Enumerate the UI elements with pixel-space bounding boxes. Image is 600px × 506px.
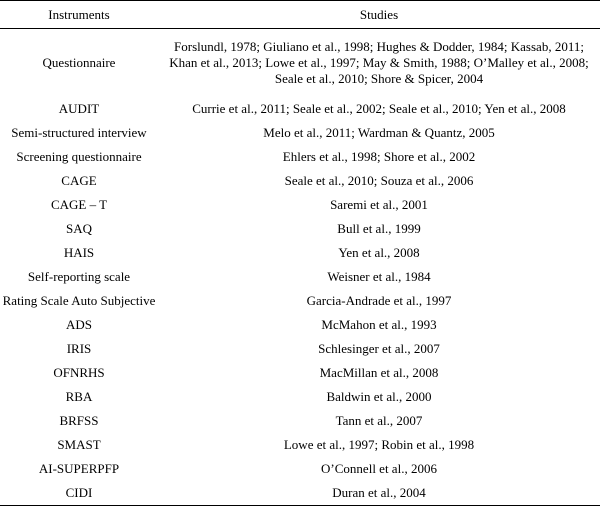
studies-cell: Saremi et al., 2001 — [330, 197, 428, 212]
table-row — [0, 361, 600, 385]
table-row — [0, 265, 600, 289]
studies-cell: Lowe et al., 1997; Robin et al., 1998 — [283, 437, 475, 452]
table-header-row — [0, 1, 600, 29]
header-studies: Studies — [158, 1, 600, 29]
studies-cell: McMahon et al., 1993 — [321, 317, 437, 332]
studies-cell: Garcia-Andrade et al., 1997 — [306, 293, 452, 308]
studies-cell: MacMillan et al., 2008 — [319, 365, 439, 380]
instrument-cell: AUDIT — [58, 101, 100, 116]
studies-cell: Ehlers et al., 1998; Shore et al., 2002 — [282, 149, 476, 164]
instrument-cell: CIDI — [0, 481, 158, 506]
table-row — [0, 313, 600, 337]
instrument-cell: CAGE — [61, 173, 97, 188]
instrument-cell: Self-reporting scale — [27, 269, 131, 284]
studies-line: Khan et al., 2013; Lowe et al., 1997; May & Smith, 1988; O’Malley et al., 2008; — [169, 55, 589, 70]
table-row — [0, 169, 600, 193]
table-row — [0, 433, 600, 457]
studies-cell: Tann et al., 2007 — [335, 413, 423, 428]
studies-cell: Baldwin et al., 2000 — [326, 389, 432, 404]
studies-cell: Currie et al., 2011; Seale et al., 2002; Seale et al., 2010; Yen et al., 2008 — [192, 101, 566, 116]
table-row — [0, 337, 600, 361]
studies-cell: Melo et al., 2011; Wardman & Quantz, 2005 — [263, 125, 495, 140]
table-row — [0, 29, 600, 98]
instrument-cell: Rating Scale Auto Subjective — [2, 293, 156, 308]
instrument-cell: SMAST — [57, 437, 101, 452]
table-row — [0, 481, 600, 506]
studies-cell: Duran et al., 2004 — [158, 481, 600, 506]
table-row — [0, 385, 600, 409]
studies-line: Seale et al., 2010; Shore & Spicer, 2004 — [274, 71, 484, 86]
table-row — [0, 241, 600, 265]
studies-cell: Schlesinger et al., 2007 — [318, 341, 440, 356]
table-row — [0, 409, 600, 433]
instrument-cell: ADS — [65, 317, 92, 332]
instrument-cell: HAIS — [63, 245, 95, 260]
table-row — [0, 457, 600, 481]
instrument-cell: AI-SUPERPFP — [38, 461, 120, 476]
instrument-cell: OFNRHS — [53, 365, 105, 380]
studies-cell: Bull et al., 1999 — [337, 221, 421, 236]
table-row — [0, 97, 600, 121]
instrument-cell: Screening questionnaire — [16, 149, 142, 164]
header-instruments: Instruments — [0, 1, 158, 29]
table-row — [0, 289, 600, 313]
instrument-cell: CAGE – T — [50, 197, 108, 212]
studies-cell — [158, 29, 600, 98]
studies-cell: Yen et al., 2008 — [338, 245, 420, 260]
table-row — [0, 193, 600, 217]
studies-cell: Seale et al., 2010; Souza et al., 2006 — [284, 173, 474, 188]
table-row — [0, 121, 600, 145]
instrument-cell: Questionnaire — [42, 55, 116, 70]
instrument-cell: Semi-structured interview — [11, 125, 147, 140]
table-row — [0, 145, 600, 169]
instrument-cell: RBA — [65, 389, 93, 404]
studies-cell: Weisner et al., 1984 — [327, 269, 431, 284]
studies-cell: O’Connell et al., 2006 — [321, 461, 437, 476]
instrument-cell: BRFSS — [59, 413, 99, 428]
instrument-cell: SAQ — [65, 221, 92, 236]
table-row — [0, 217, 600, 241]
instrument-cell: IRIS — [66, 341, 92, 356]
studies-line: Forslundl, 1978; Giuliano et al., 1998; Hughes & Dodder, 1984; Kassab, 2011; — [174, 39, 584, 54]
